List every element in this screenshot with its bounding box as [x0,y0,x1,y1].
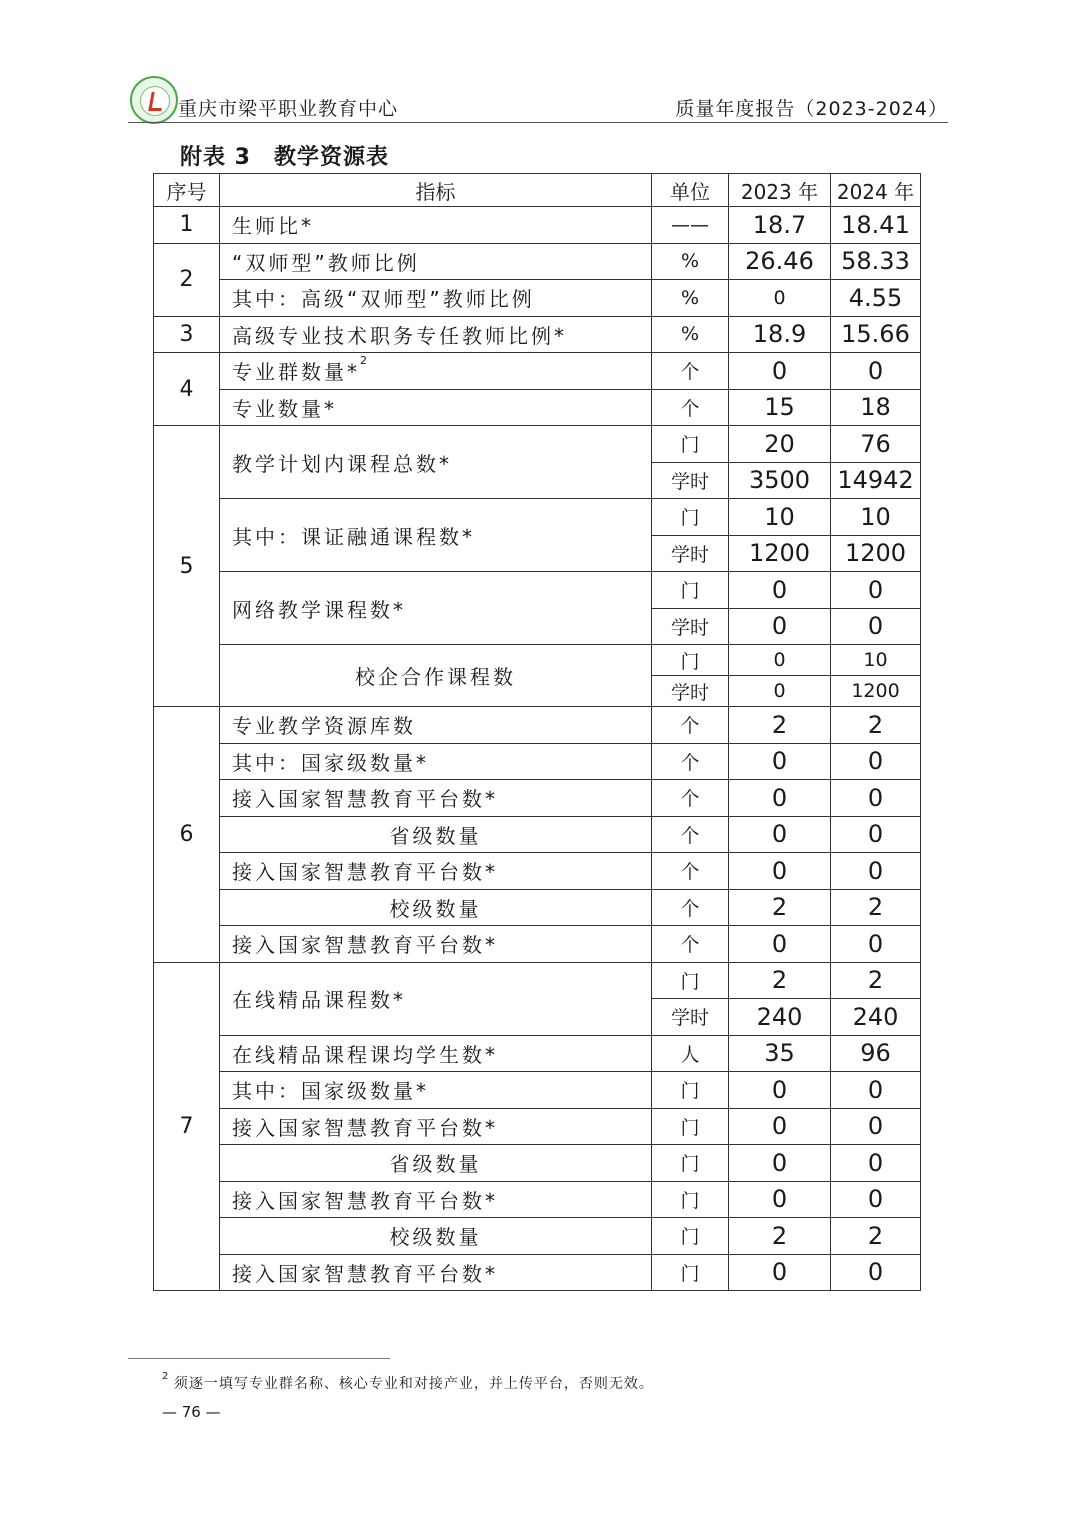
row-value-2023: 0 [729,816,831,853]
page-header [128,72,948,124]
row-indicator: “双师型”教师比例 [220,243,652,280]
row-indicator: 校企合作课程数 [220,645,652,707]
row-value-2024: 2 [831,889,921,926]
row-unit: 学时 [652,535,729,572]
row-unit: —— [652,207,729,244]
row-value-2023: 240 [729,999,831,1036]
row-unit: 学时 [652,462,729,499]
header-unit: 单位 [652,174,729,207]
table-row [154,1145,921,1182]
row-indicator: 接入国家智慧教育平台数* [220,853,652,890]
table-header-row [154,174,921,207]
row-unit: 个 [652,353,729,390]
row-value-2024: 14942 [831,462,921,499]
row-value-2024: 10 [831,645,921,676]
row-indicator: 接入国家智慧教育平台数* [220,926,652,963]
row-value-2023: 3500 [729,462,831,499]
row-value-2024: 0 [831,1108,921,1145]
row-seq: 2 [154,243,220,316]
row-value-2024: 0 [831,353,921,390]
row-unit: 门 [652,1254,729,1291]
table-row [154,207,921,244]
row-value-2023: 0 [729,676,831,707]
row-value-2024: 0 [831,780,921,817]
header-divider [128,122,948,123]
table-row [154,1072,921,1109]
row-indicator: 接入国家智慧教育平台数* [220,1181,652,1218]
row-value-2023: 2 [729,1218,831,1255]
table-row [154,1035,921,1072]
row-seq: 4 [154,353,220,426]
row-unit: 门 [652,1108,729,1145]
table-row [154,389,921,426]
row-indicator: 专业教学资源库数 [220,707,652,744]
row-value-2023: 0 [729,780,831,817]
row-indicator: 省级数量 [220,816,652,853]
row-indicator: 教学计划内课程总数* [220,426,652,499]
row-value-2023: 15 [729,389,831,426]
table-row [154,743,921,780]
row-indicator: 在线精品课程课均学生数* [220,1035,652,1072]
row-value-2023: 0 [729,1181,831,1218]
table-row [154,1108,921,1145]
row-value-2023: 2 [729,889,831,926]
report-title: 质量年度报告（2023-2024） [675,98,948,120]
row-unit: 个 [652,853,729,890]
row-value-2023: 35 [729,1035,831,1072]
row-indicator: 校级数量 [220,889,652,926]
table-row [154,816,921,853]
row-unit: 门 [652,1181,729,1218]
header-seq: 序号 [154,174,220,207]
footnote-divider [128,1358,390,1359]
school-name: 重庆市梁平职业教育中心 [178,98,399,120]
row-value-2023: 0 [729,1145,831,1182]
row-seq: 7 [154,962,220,1291]
row-value-2023: 2 [729,962,831,999]
row-indicator [220,353,652,390]
row-value-2024: 0 [831,743,921,780]
table-row [154,780,921,817]
row-value-2024: 0 [831,1254,921,1291]
row-indicator: 校级数量 [220,1218,652,1255]
page-number: — 76 — [162,1403,221,1421]
row-value-2024: 0 [831,572,921,609]
table-row [154,1218,921,1255]
row-unit: 个 [652,816,729,853]
table-row [154,1254,921,1291]
row-value-2023: 0 [729,353,831,390]
table-row [154,926,921,963]
row-indicator: 接入国家智慧教育平台数* [220,1108,652,1145]
row-value-2024: 1200 [831,676,921,707]
row-unit: 门 [652,426,729,463]
school-logo-icon [130,76,178,124]
header-2024: 2024 年 [831,174,921,207]
row-unit: 学时 [652,999,729,1036]
footnote-ref[interactable]: 2 [360,354,367,368]
table-row [154,353,921,390]
row-unit: 个 [652,889,729,926]
row-value-2023: 0 [729,926,831,963]
row-indicator: 高级专业技术职务专任教师比例* [220,316,652,353]
teaching-resources-table [153,173,921,1291]
row-value-2024: 4.55 [831,280,921,317]
footnote-mark: 2 [162,1371,169,1382]
row-indicator: 其中：高级“双师型”教师比例 [220,280,652,317]
row-value-2023: 1200 [729,535,831,572]
row-value-2024: 18.41 [831,207,921,244]
row-value-2024: 0 [831,1181,921,1218]
table-row [154,707,921,744]
row-value-2024: 96 [831,1035,921,1072]
row-value-2024: 18 [831,389,921,426]
row-unit: 个 [652,926,729,963]
row-unit: 门 [652,1218,729,1255]
row-indicator: 网络教学课程数* [220,572,652,645]
row-value-2024: 58.33 [831,243,921,280]
table-row [154,853,921,890]
row-value-2024: 2 [831,1218,921,1255]
row-value-2023: 18.7 [729,207,831,244]
row-value-2024: 240 [831,999,921,1036]
row-indicator: 其中：课证融通课程数* [220,499,652,572]
row-unit: 学时 [652,608,729,645]
row-value-2023: 0 [729,608,831,645]
row-value-2023: 0 [729,853,831,890]
row-value-2023: 10 [729,499,831,536]
row-unit: % [652,280,729,317]
row-unit: 学时 [652,676,729,707]
row-unit: 门 [652,572,729,609]
row-value-2023: 0 [729,1108,831,1145]
row-value-2023: 0 [729,1072,831,1109]
row-value-2023: 0 [729,743,831,780]
row-value-2023: 26.46 [729,243,831,280]
header-2023: 2023 年 [729,174,831,207]
row-indicator: 其中：国家级数量* [220,1072,652,1109]
row-value-2024: 76 [831,426,921,463]
row-seq: 5 [154,426,220,707]
row-unit: 门 [652,1072,729,1109]
row-indicator: 其中：国家级数量* [220,743,652,780]
table-row [154,426,921,463]
table-row [154,316,921,353]
row-value-2024: 0 [831,926,921,963]
row-unit: % [652,243,729,280]
table-row [154,243,921,280]
table-title: 附表 3 教学资源表 [180,145,389,170]
table-row [154,962,921,999]
row-value-2024: 0 [831,608,921,645]
row-seq: 3 [154,316,220,353]
logo-emblem [140,86,170,116]
row-indicator: 在线精品课程数* [220,962,652,1035]
row-value-2023: 20 [729,426,831,463]
header-indicator: 指标 [220,174,652,207]
row-unit: % [652,316,729,353]
row-unit: 人 [652,1035,729,1072]
table-row [154,280,921,317]
row-value-2024: 0 [831,816,921,853]
row-unit: 门 [652,962,729,999]
table-row [154,889,921,926]
row-value-2024: 0 [831,1072,921,1109]
row-unit: 个 [652,707,729,744]
table-row [154,572,921,609]
indicator-text: 专业群数量* [232,360,360,385]
table-row [154,1181,921,1218]
footnote-text: 须逐一填写专业群名称、核心专业和对接产业，并上传平台，否则无效。 [173,1376,654,1392]
row-value-2023: 0 [729,280,831,317]
row-unit: 个 [652,389,729,426]
row-unit: 门 [652,645,729,676]
row-seq: 1 [154,207,220,244]
row-value-2024: 1200 [831,535,921,572]
table-row [154,645,921,676]
row-unit: 个 [652,780,729,817]
logo-mark-icon [148,92,164,111]
row-value-2024: 0 [831,1145,921,1182]
row-indicator: 专业数量* [220,389,652,426]
row-seq: 6 [154,707,220,963]
row-indicator: 省级数量 [220,1145,652,1182]
table-row [154,499,921,536]
row-value-2024: 2 [831,962,921,999]
row-unit: 门 [652,499,729,536]
row-indicator: 接入国家智慧教育平台数* [220,780,652,817]
row-value-2024: 15.66 [831,316,921,353]
row-value-2024: 10 [831,499,921,536]
row-unit: 门 [652,1145,729,1182]
footnote [162,1373,654,1393]
row-value-2024: 2 [831,707,921,744]
row-value-2023: 0 [729,572,831,609]
row-value-2023: 0 [729,645,831,676]
row-value-2023: 2 [729,707,831,744]
row-indicator: 接入国家智慧教育平台数* [220,1254,652,1291]
row-indicator: 生师比* [220,207,652,244]
row-value-2023: 0 [729,1254,831,1291]
row-unit: 个 [652,743,729,780]
row-value-2024: 0 [831,853,921,890]
row-value-2023: 18.9 [729,316,831,353]
